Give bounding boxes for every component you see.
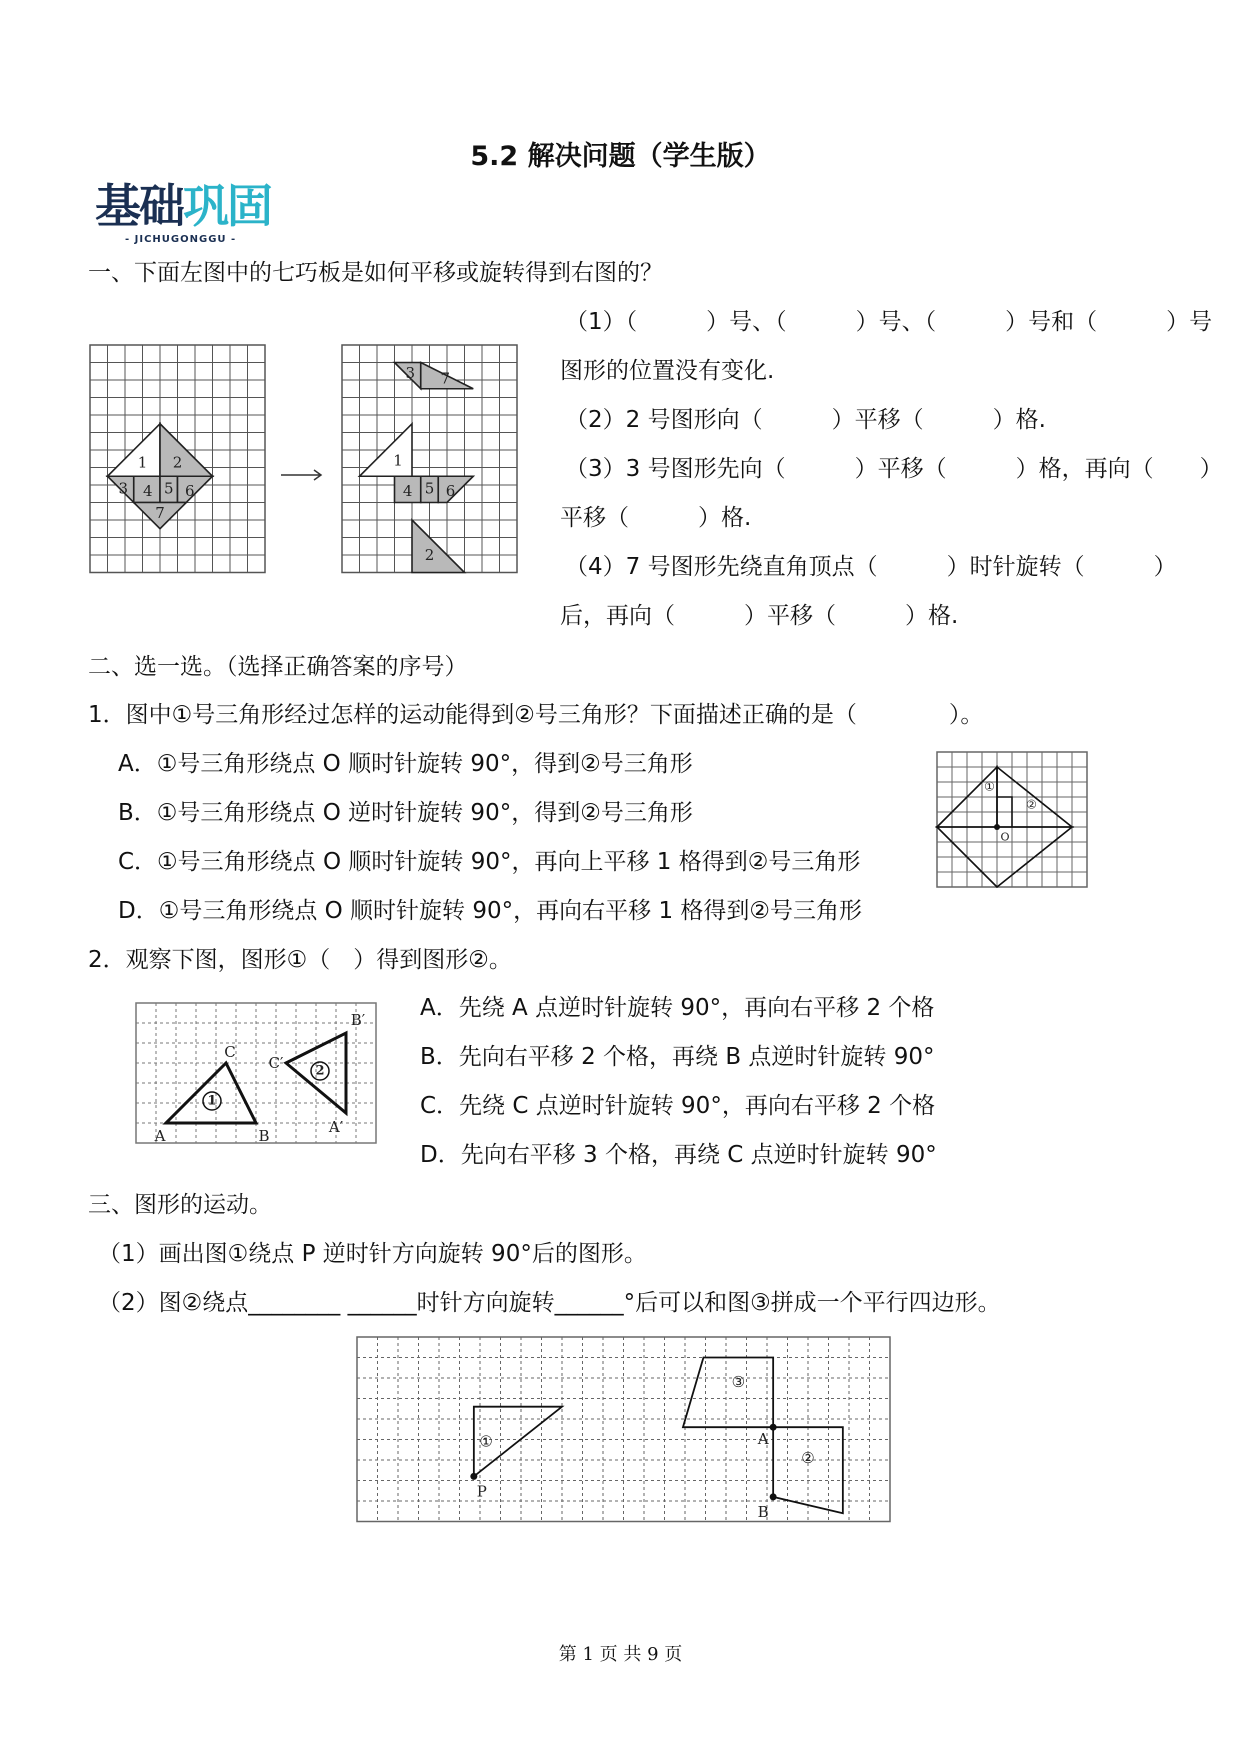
s1-q1-line1: （1）（ ）号、（ ）号、（ ）号和（ ）号: [565, 309, 1213, 335]
tangram-right-piece-2: [412, 520, 465, 573]
section-3-heading: 三、图形的运动。: [88, 1192, 272, 1218]
page-footer: 第 1 页 共 9 页: [558, 1644, 683, 1665]
section-logo: [95, 179, 290, 246]
tangram-left-label-5: 5: [163, 479, 174, 498]
q1-option-a: A．①号三角形绕点 O 顺时针旋转 90°，得到②号三角形: [118, 751, 693, 777]
q2-option-c: C．先绕 C 点逆时针旋转 90°，再向右平移 2 个格: [420, 1093, 936, 1119]
s3-label-a: A: [757, 1430, 769, 1449]
q2-label-b: B: [258, 1127, 270, 1145]
s3-label-1: ①: [479, 1432, 493, 1451]
q1-stem: 1．图中①号三角形经过怎样的运动能得到②号三角形？下面描述正确的是（ ）。: [88, 702, 984, 728]
s3-point-a: [770, 1424, 777, 1431]
tangram-right-label-4: 4: [402, 482, 413, 501]
q1-label-1: ①: [984, 779, 995, 794]
s1-q4-line1: （4）7 号图形先绕直角顶点（ ）时针旋转（ ）: [565, 554, 1177, 580]
s1-q1-line2: 图形的位置没有变化.: [560, 358, 775, 384]
q2-option-b: B．先向右平移 2 个格，再绕 B 点逆时针旋转 90°: [420, 1044, 935, 1070]
section-1-heading: 一、下面左图中的七巧板是如何平移或旋转得到右图的？: [88, 260, 663, 286]
tangram-left-label-6: 6: [184, 482, 195, 501]
tangram-left-label-7: 7: [155, 504, 165, 522]
tangram-right-piece-6: [438, 476, 473, 502]
section-2-heading: 二、选一选。（选择正确答案的序号）: [88, 654, 468, 680]
tangram-left-label-4: 4: [142, 482, 153, 501]
logo-text: 基础巩固: [95, 179, 271, 233]
s3-label-3: ③: [731, 1373, 746, 1392]
q2-label-b-prime: B′: [350, 1011, 366, 1029]
q2-stem: 2．观察下图，图形①（ ）得到图形②。: [88, 947, 512, 973]
s3-point-p: [470, 1473, 477, 1480]
s3-q1: （1）画出图①绕点 P 逆时针方向旋转 90°后的图形。: [98, 1241, 647, 1267]
tangram-right-label-7: 7: [440, 369, 451, 388]
q1-label-2: ②: [1026, 797, 1037, 812]
arrow-icon: [281, 470, 321, 480]
motion-figure: [355, 1335, 900, 1525]
s3-q2: （2）图②绕点________ ______时针方向旋转______°后可以和图③拼成一个平行四边形。: [98, 1290, 1001, 1316]
q1-figure: [935, 750, 1090, 900]
s3-label-b: B: [757, 1502, 769, 1521]
tangram-right-label-6: 6: [445, 482, 456, 501]
q2-option-a: A．先绕 A 点逆时针旋转 90°，再向右平移 2 个格: [420, 995, 935, 1021]
logo-subtitle: - JICHUGONGGU -: [125, 234, 237, 245]
tangram-right-label-2: 2: [424, 546, 435, 564]
q1-option-b: B．①号三角形绕点 O 逆时针旋转 90°，得到②号三角形: [118, 800, 693, 826]
q1-label-o: O: [1000, 830, 1010, 844]
tangram-right-label-1: 1: [393, 451, 403, 470]
page-title: 5.2 解决问题（学生版）: [470, 141, 771, 172]
tangram-left-label-3: 3: [118, 479, 129, 498]
tangram-left-label-2: 2: [172, 453, 183, 472]
q2-label-2: 2: [315, 1063, 325, 1079]
q2-label-a-prime: A′: [328, 1118, 344, 1136]
tangram-right-label-3: 3: [405, 364, 416, 382]
q2-label-a: A: [154, 1127, 166, 1145]
q2-label-c-prime: C′: [268, 1054, 284, 1072]
s1-q3-line1: （3）3 号图形先向（ ）平移（ ）格，再向（ ）: [565, 456, 1223, 482]
q1-option-d: D．①号三角形绕点 O 顺时针旋转 90°，再向右平移 1 格得到②号三角形: [118, 898, 863, 924]
s3-figure-3: [683, 1358, 773, 1428]
q1-point-o: [994, 824, 1000, 830]
q2-label-1: 1: [207, 1093, 217, 1109]
q2-figure: [130, 995, 400, 1165]
q2-label-c: C: [224, 1043, 236, 1061]
tangram-left-label-1: 1: [137, 453, 148, 472]
s1-q4-line2: 后，再向（ ）平移（ ）格.: [560, 603, 959, 629]
tangram-figure: [85, 340, 553, 608]
s1-q2: （2）2 号图形向（ ）平移（ ）格.: [565, 407, 1046, 433]
tangram-right-label-5: 5: [424, 479, 435, 498]
s3-label-2: ②: [801, 1448, 815, 1467]
s3-grid-lines: [357, 1337, 890, 1522]
s3-label-p: P: [476, 1482, 487, 1501]
s1-q3-line2: 平移（ ）格.: [560, 505, 752, 531]
q1-option-c: C．①号三角形绕点 O 顺时针旋转 90°，再向上平移 1 格得到②号三角形: [118, 849, 861, 875]
q2-option-d: D．先向右平移 3 个格，再绕 C 点逆时针旋转 90°: [420, 1142, 937, 1168]
s3-point-b: [770, 1493, 777, 1500]
